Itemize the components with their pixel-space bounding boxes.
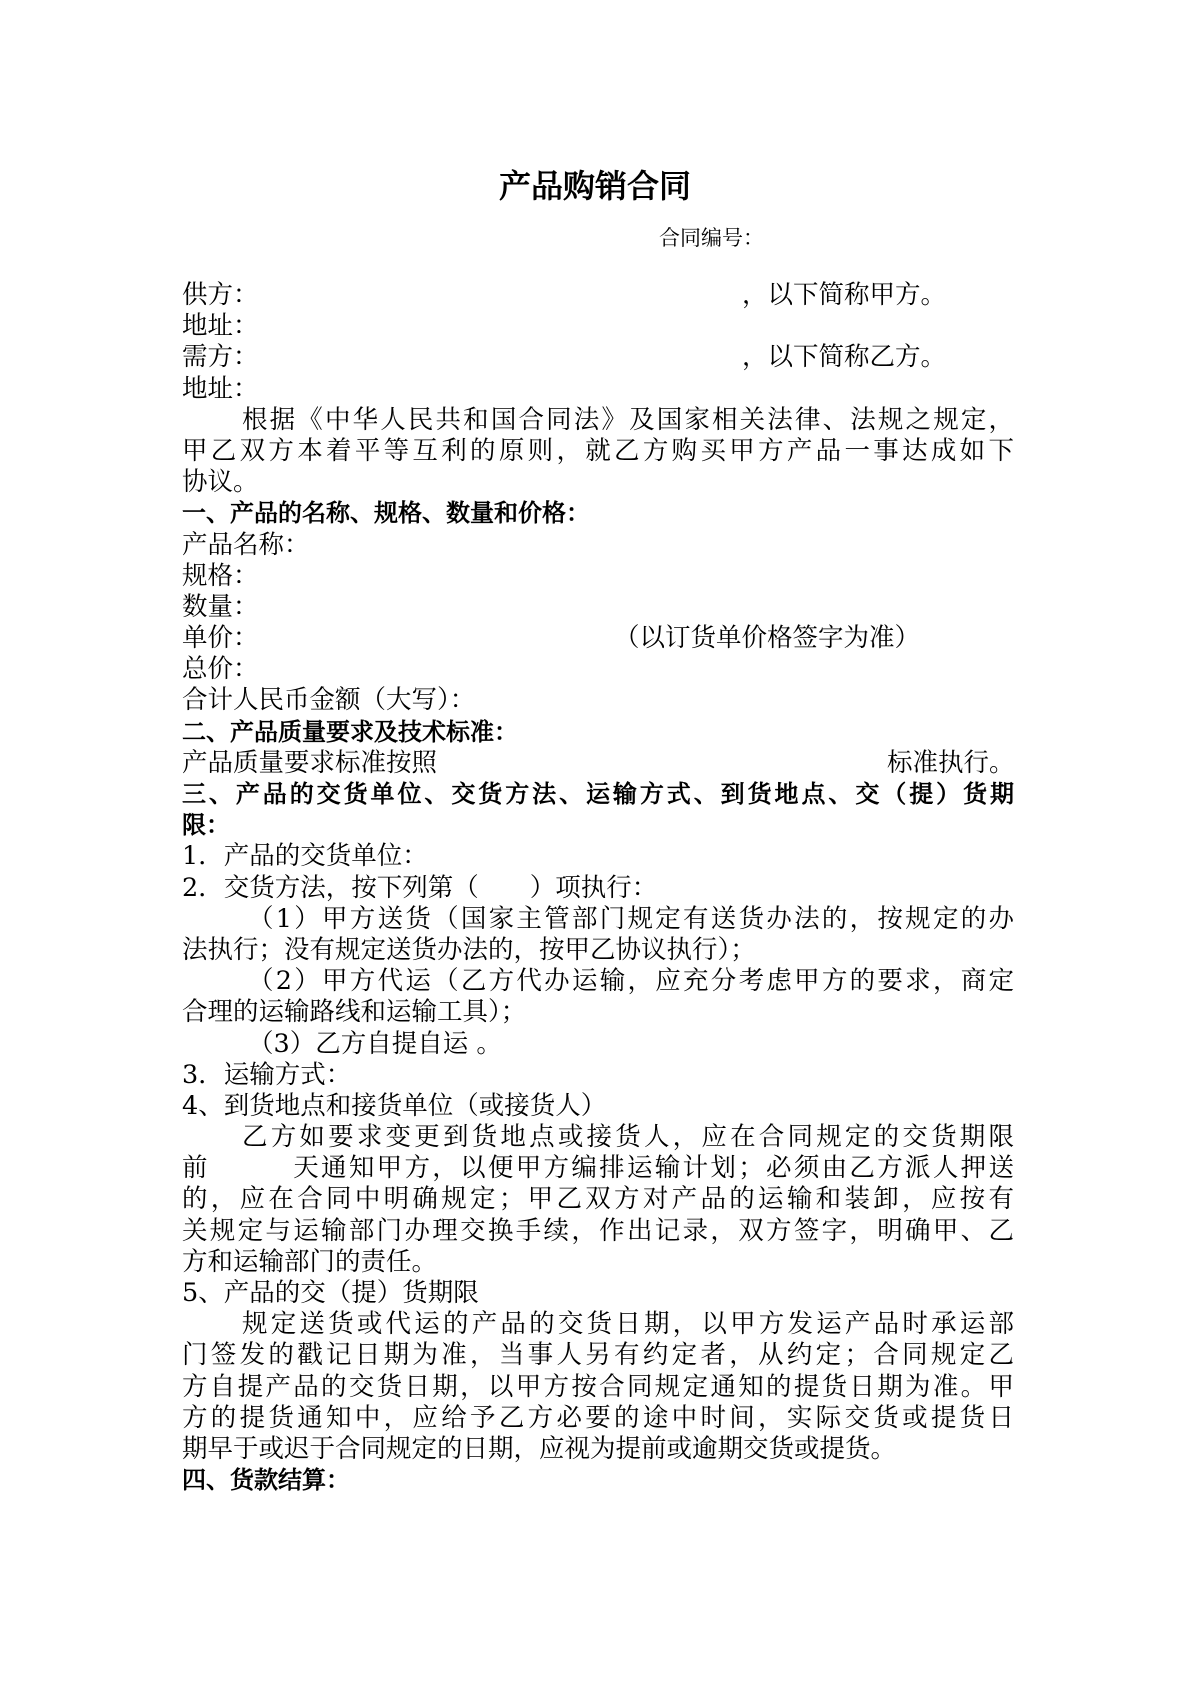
delivery-option-1	[182, 904, 1014, 966]
delivery-method-item: 2．交货方法，按下列第（ ）项执行：	[182, 872, 658, 903]
destination-item: 4、到货地点和接货单位（或接货人）	[182, 1090, 607, 1121]
total-rmb-label: 合计人民币金额（大写）：	[182, 685, 476, 716]
product-name-label: 产品名称：	[182, 529, 310, 560]
option-line: （2）甲方代运（乙方代办运输，应充分考虑甲方的要求，商定	[248, 966, 1014, 997]
contract-body	[182, 280, 1014, 1496]
section-3-heading-line: 限：	[182, 811, 230, 840]
delivery-deadline-item: 5、产品的交（提）货期限	[182, 1278, 479, 1308]
supplier-line	[182, 280, 1014, 311]
section-3-heading-line: 三、产品的交货单位、交货方法、运输方式、到货地点、交（提）货期	[182, 780, 1014, 808]
option-line: 合理的运输路线和运输工具）；	[182, 997, 527, 1028]
preamble-line: 协议。	[182, 467, 259, 498]
unit-price-label: 单价：	[182, 623, 259, 654]
paragraph-line: 期早于或迟于合同规定的日期，应视为提前或逾期交货或提货。	[182, 1433, 897, 1464]
supplier-label: 供方：	[182, 280, 259, 310]
page-title: 产品购销合同	[498, 167, 691, 205]
supplier-address: 地址：	[182, 311, 259, 342]
section-2-heading: 二、产品质量要求及技术标准：	[182, 717, 518, 746]
quantity-label: 数量：	[182, 591, 259, 622]
paragraph-line: 规定送货或代运的产品的交货日期，以甲方发运产品时承运部	[242, 1309, 1014, 1340]
preamble-line: 甲乙双方本着平等互利的原则，就乙方购买甲方产品一事达成如下	[182, 435, 1014, 466]
paragraph-line: 门签发的戳记日期为准，当事人另有约定者，从约定；合同规定乙	[182, 1340, 1014, 1371]
paragraph-line: 的，应在合同中明确规定；甲乙双方对产品的运输和装卸，应按有	[182, 1184, 1014, 1215]
delivery-deadline-paragraph	[182, 1309, 1014, 1465]
spec-label: 规格：	[182, 560, 259, 591]
transport-method-item: 3．运输方式：	[182, 1059, 352, 1090]
paragraph-line: 前 天通知甲方，以便甲方编排运输计划；必须由乙方派人押送	[182, 1153, 1014, 1184]
destination-paragraph	[182, 1122, 1014, 1278]
supplier-suffix: ，以下简称甲方。	[742, 280, 947, 310]
unit-price-note: （以订货单价格签字为准）	[614, 623, 921, 654]
section-3-heading	[182, 779, 1014, 841]
paragraph-line: 关规定与运输部门办理交换手续，作出记录，双方签字，明确甲、乙	[182, 1215, 1014, 1246]
option-line: （1）甲方送货（国家主管部门规定有送货办法的，按规定的办	[248, 903, 1014, 934]
buyer-address: 地址：	[182, 373, 259, 404]
quality-standard-line	[182, 748, 1014, 779]
total-price-label: 总价：	[182, 654, 259, 685]
preamble-line: 根据《中华人民共和国合同法》及国家相关法律、法规之规定，	[242, 404, 1014, 435]
delivery-unit-item: 1．产品的交货单位：	[182, 841, 428, 872]
delivery-option-3: （3）乙方自提自运 。	[248, 1028, 502, 1059]
unit-price-line	[182, 623, 1014, 654]
paragraph-line: 方的提货通知中，应给予乙方必要的途中时间，实际交货或提货日	[182, 1402, 1014, 1433]
delivery-option-2	[182, 966, 1014, 1028]
option-line: 法执行；没有规定送货办法的，按甲乙协议执行）；	[182, 934, 756, 965]
paragraph-line: 方和运输部门的责任。	[182, 1246, 438, 1277]
paragraph-line: 方自提产品的交货日期，以甲方按合同规定通知的提货日期为准。甲	[182, 1371, 1014, 1402]
buyer-suffix: ，以下简称乙方。	[742, 342, 947, 373]
buyer-label: 需方：	[182, 342, 259, 373]
preamble-paragraph	[182, 405, 1014, 499]
paragraph-line: 乙方如要求变更到货地点或接货人，应在合同规定的交货期限	[242, 1122, 1014, 1153]
section-1-heading: 一、产品的名称、规格、数量和价格：	[182, 499, 590, 528]
contract-number-label: 合同编号：	[659, 226, 764, 250]
buyer-line	[182, 342, 1014, 373]
section-4-heading: 四、货款结算：	[182, 1466, 350, 1495]
quality-standard-suffix: 标准执行。	[887, 747, 1015, 778]
quality-standard-text: 产品质量要求标准按照	[182, 747, 438, 778]
